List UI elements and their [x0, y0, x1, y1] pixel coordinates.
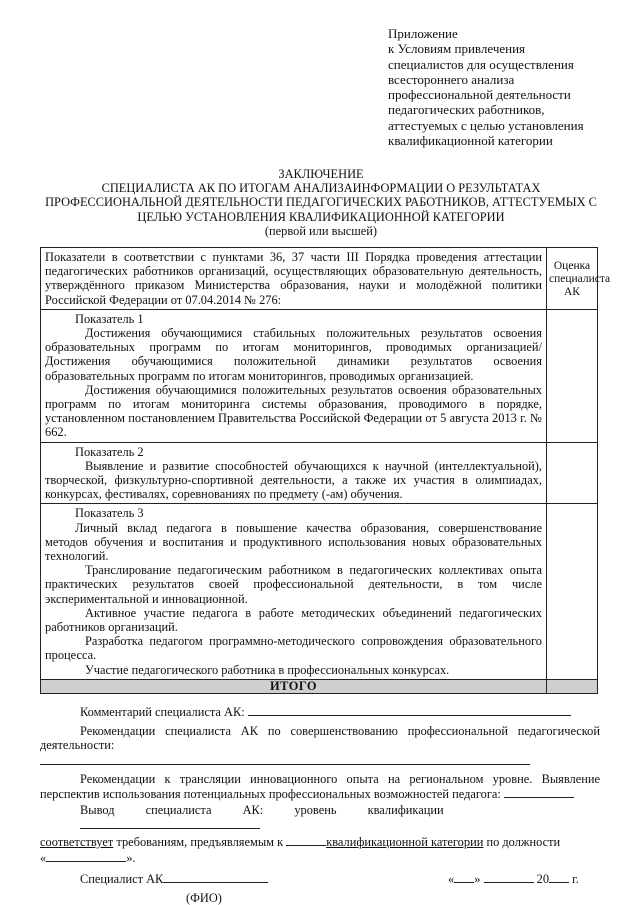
- rec2-label: Рекомендации к трансляции инновационного опыта на региональном уровне. Выявление перспектив использования потенциальных профессиональных возможностей педагога:: [40, 771, 600, 802]
- indicator-label: Показатель 2: [75, 444, 144, 459]
- indicator-text: Выявление и развитие способностей обучающихся к научной (интеллектуальной), творческой, физкультурно-спортивной деятельности, а также их участия в олимпиадах, конкурсах, фестивалях, соревнованиях по предмету (-ам) обучения.: [45, 458, 542, 502]
- indicator-text: Активное участие педагога в работе методических объединений педагогических работников организаций.: [45, 605, 542, 635]
- rec1-label: Рекомендации специалиста АК по совершенствованию профессиональной педагогической деятельности:: [40, 724, 600, 753]
- title-line: СПЕЦИАЛИСТА АК ПО ИТОГАМ АНАЛИЗАИНФОРМАЦИИ О РЕЗУЛЬТАТАХ: [101, 181, 541, 196]
- score-cell-1[interactable]: [547, 309, 598, 442]
- position-text: по должности: [486, 834, 561, 849]
- table-header-row: [41, 248, 598, 310]
- signer-label: Специалист АК: [80, 872, 164, 887]
- footer-block: [40, 704, 600, 905]
- category-word: квалификационной категории: [326, 834, 484, 849]
- conformity-word: соответствует: [40, 834, 114, 849]
- rec1-line: [40, 724, 600, 768]
- title-line: ЦЕЛЬЮ УСТАНОВЛЕНИЯ КВАЛИФИКАЦИОННОЙ КАТЕГОРИИ: [137, 209, 505, 224]
- position-field[interactable]: [46, 850, 126, 862]
- rec1-field[interactable]: [40, 753, 530, 765]
- quote-open: «: [40, 850, 47, 865]
- category-field[interactable]: [286, 834, 326, 846]
- qualification-level-field[interactable]: [80, 817, 260, 829]
- day-field[interactable]: [454, 871, 474, 883]
- appendix-line: квалификационной категории: [388, 133, 553, 149]
- fio-line: [40, 891, 600, 905]
- score-header: Оценка специалиста АК: [547, 248, 598, 310]
- conclusion-line: [40, 803, 600, 832]
- indicator-row-1: [41, 309, 598, 442]
- conclusion-line-2: [40, 834, 600, 849]
- indicator-2-cell: [41, 442, 547, 504]
- indicator-text: Достижения обучающимися стабильных положительных результатов освоения образовательных программ по итогам мониторингов, проводимых организацией/ Достижения обучающимися положительной динамики результатов освоения образовательных программ по итогам мониторингов, проводимых организацией.: [45, 326, 542, 383]
- comment-line: [40, 704, 600, 719]
- year-prefix: 20: [536, 872, 550, 887]
- title-line: ПРОФЕССИОНАЛЬНОЙ ДЕЯТЕЛЬНОСТИ ПЕДАГОГИЧЕСКИХ РАБОТНИКОВ, АТТЕСТУЕМЫХ С: [45, 195, 597, 210]
- indicator-row-3: [41, 504, 598, 679]
- indicator-text: Участие педагогического работника в профессиональных конкурсах.: [85, 662, 450, 677]
- signature-line: [40, 871, 600, 886]
- rec2-line: [40, 772, 600, 801]
- appendix-line: специалистов для осуществления: [388, 56, 574, 72]
- total-score-cell[interactable]: [547, 679, 598, 693]
- indicator-text: Транслирование педагогическим работником в педагогических коллективах опыта практических результатов своей профессиональной деятельности, в том числе экспериментальной и инновационной.: [45, 563, 542, 606]
- appendix-line: к Условиям привлечения: [388, 41, 526, 57]
- indicator-3-cell: [41, 504, 547, 679]
- conclusion-label: Вывод специалиста АК: уровень квалификации: [80, 803, 444, 818]
- indicators-table: [40, 247, 611, 694]
- indicator-text: Личный вклад педагога в повышение качества образования, совершенствование методов обучения и воспитания и продуктивного использования новых образовательных технологий.: [45, 520, 542, 564]
- total-row: [41, 679, 598, 693]
- appendix-line: всестороннего анализа: [388, 71, 515, 87]
- indicator-1-cell: [41, 309, 547, 442]
- conclusion-text: требованиям, предъявляемым к: [116, 834, 284, 849]
- indicator-label: Показатель 1: [75, 311, 144, 326]
- title-line: (первой или высшей): [264, 223, 378, 238]
- score-cell-3[interactable]: [547, 504, 598, 679]
- appendix-line: педагогических работников,: [388, 102, 545, 118]
- appendix-block: [388, 26, 628, 148]
- appendix-line: Приложение: [388, 26, 458, 41]
- quote-close: ».: [126, 850, 136, 865]
- month-field[interactable]: [484, 871, 534, 883]
- rec2-field[interactable]: [504, 786, 574, 798]
- date-quote-close: »: [474, 872, 481, 887]
- header-text: Показатели в соответствии с пунктами 36, 37 части III Порядка проведения аттестации педагогических работников организаций, осуществляющих образовательную деятельность, утверждённого приказом Министерства образования, науки и молодёжной политики Российской Федерации от 07.04.2014 № 276:: [41, 248, 547, 310]
- total-label: ИТОГО: [41, 679, 547, 693]
- appendix-line: профессиональной деятельности: [388, 87, 571, 103]
- indicator-label: Показатель 3: [75, 506, 144, 521]
- indicator-row-2: [41, 442, 598, 504]
- appendix-line: аттестуемых с целью установления: [388, 117, 584, 133]
- indicator-text: Достижения обучающимися положительных результатов освоения образовательных программ по итогам мониторинга системы образования, проводимого в порядке, установленном постановлением Правительства Российской Федерации от 5 августа 2013 г. № 662.: [45, 382, 542, 440]
- signature-field[interactable]: [163, 871, 268, 883]
- comment-label: Комментарий специалиста АК:: [80, 705, 245, 719]
- document-title: [40, 167, 602, 238]
- year-suffix: г.: [572, 872, 579, 887]
- fio-label: (ФИО): [186, 891, 222, 905]
- date-block: [448, 871, 579, 886]
- date-quote-open: «: [448, 872, 455, 887]
- indicator-text: Разработка педагогом программно-методического сопровождения образовательного процесса.: [45, 634, 542, 663]
- comment-field[interactable]: [248, 704, 571, 716]
- score-cell-2[interactable]: [547, 442, 598, 504]
- year-field[interactable]: [549, 871, 569, 883]
- title-line: ЗАКЛЮЧЕНИЕ: [278, 167, 364, 181]
- position-line: [40, 850, 600, 865]
